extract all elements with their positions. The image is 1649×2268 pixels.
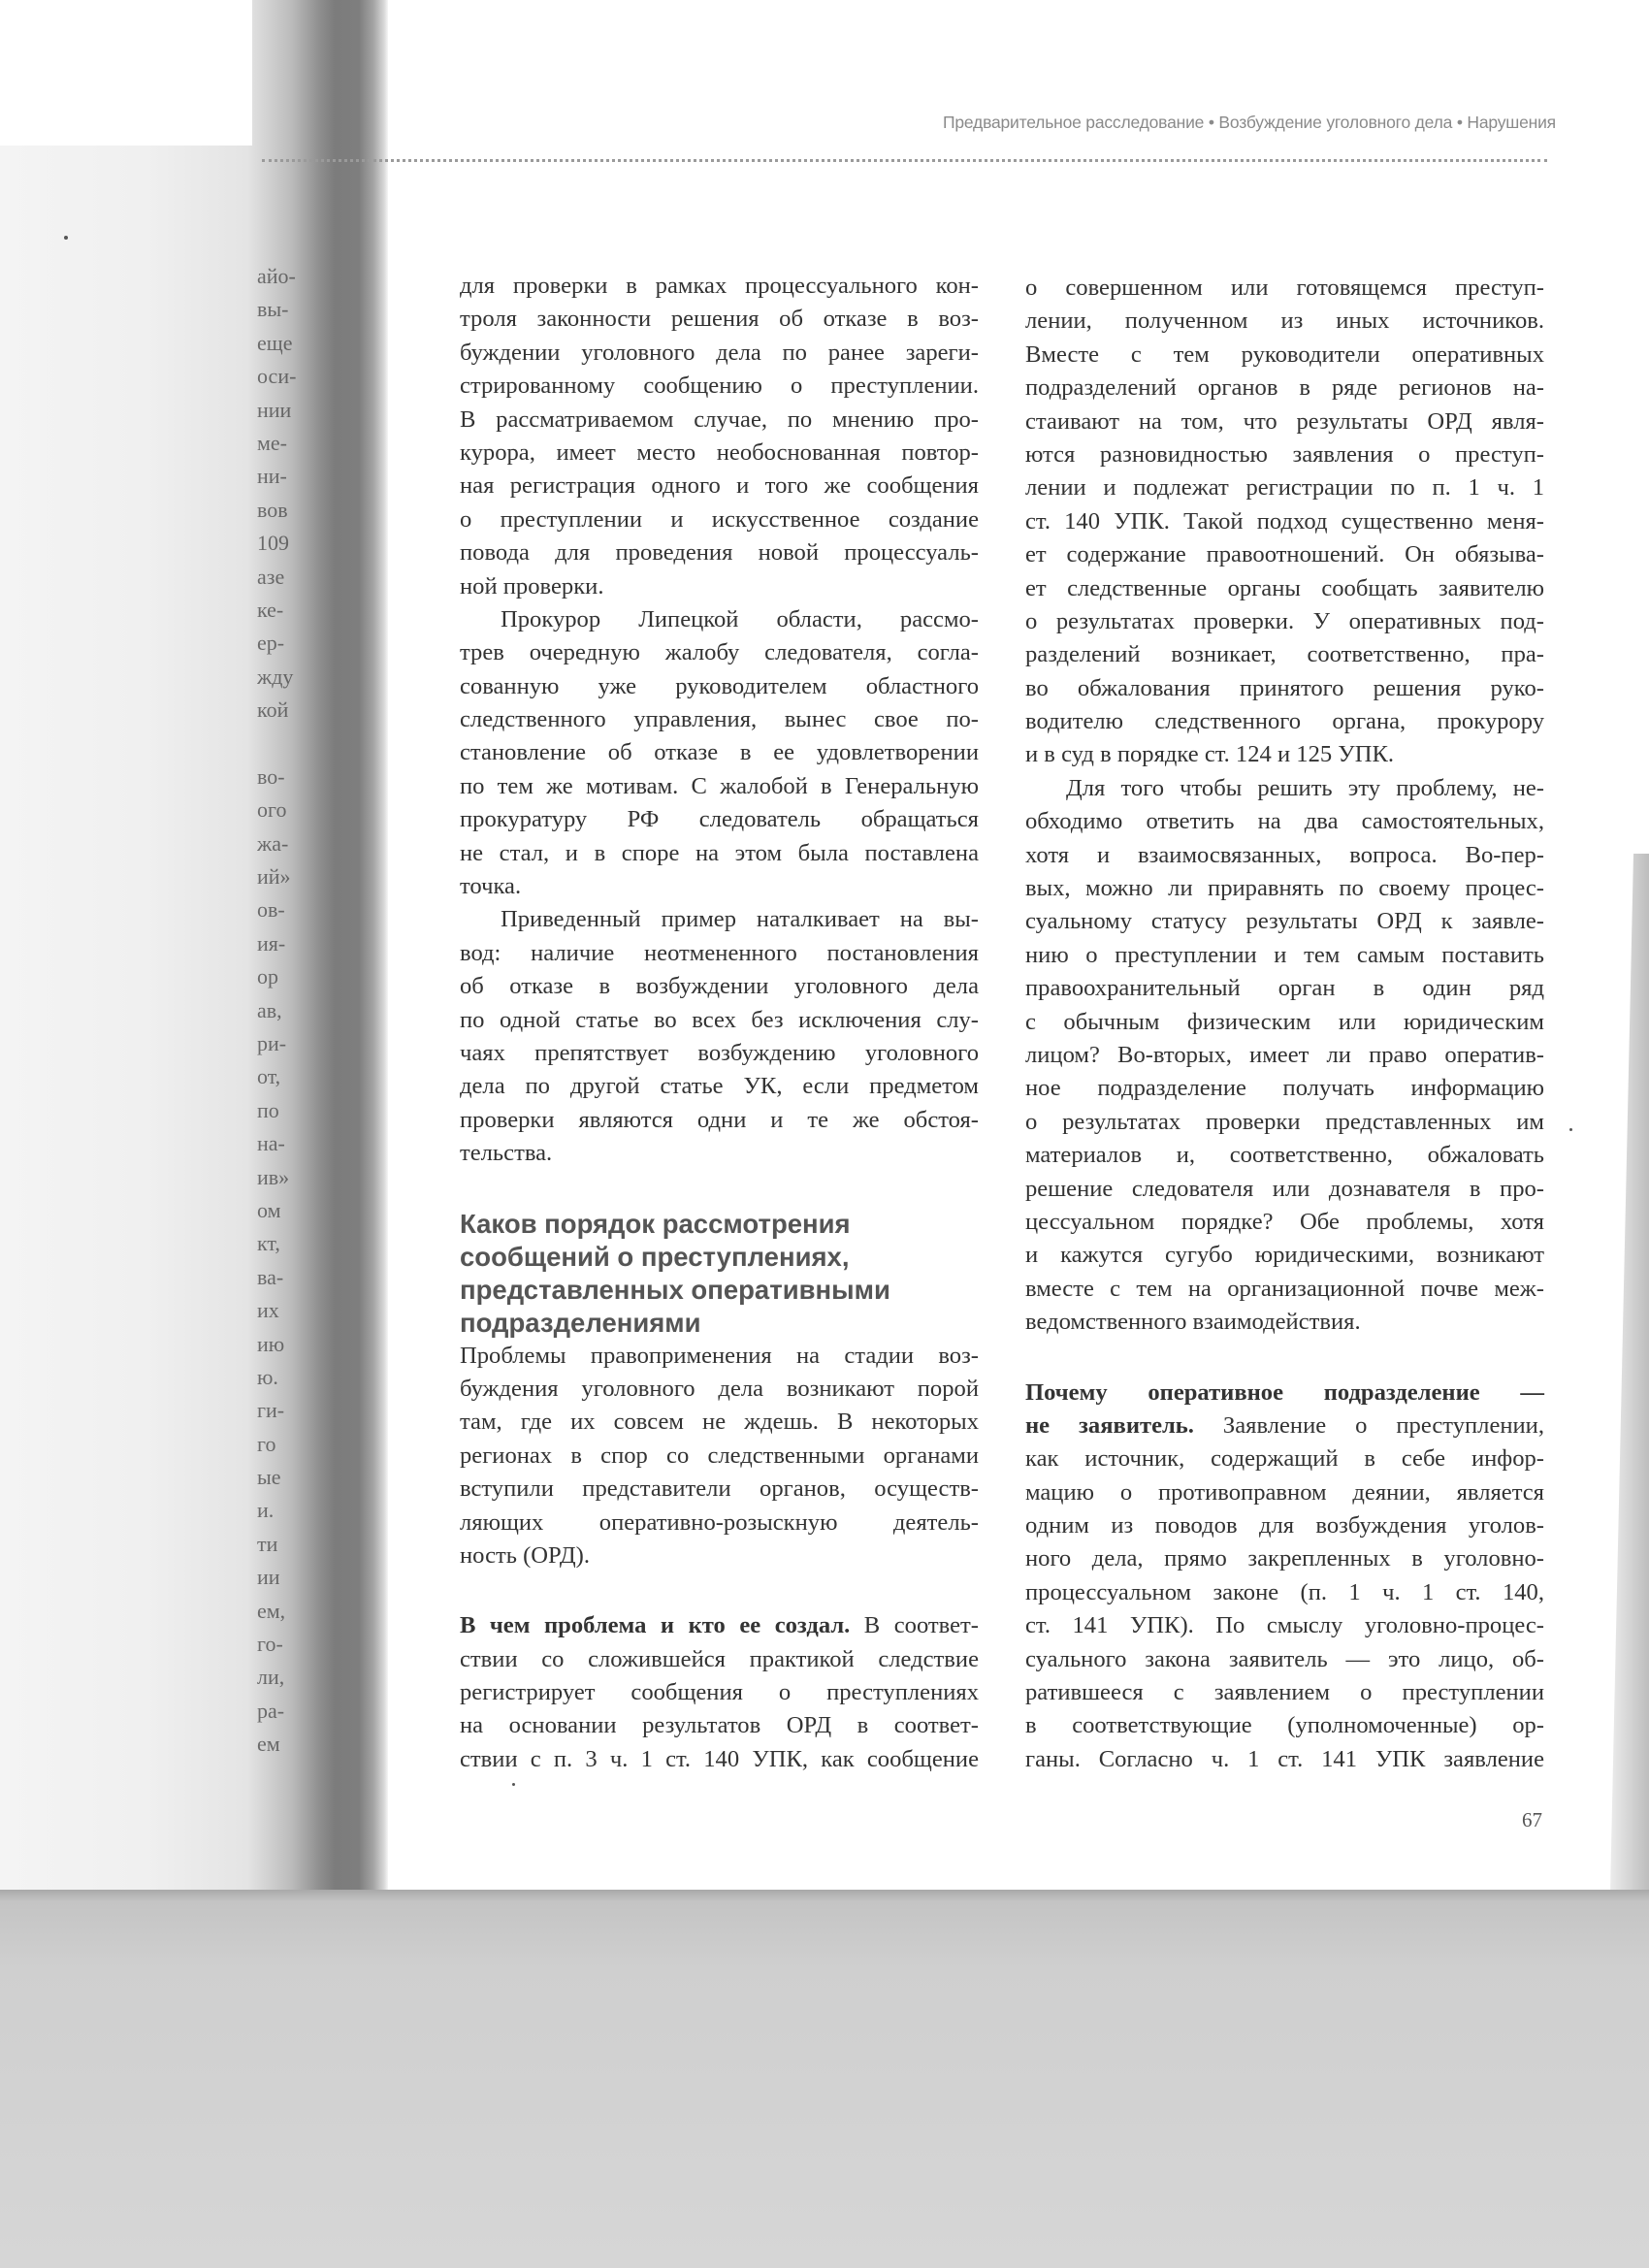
- gutter-fragment: ги-: [257, 1398, 285, 1423]
- text-line: ной проверки.: [460, 572, 604, 599]
- text-line: сованную уже руководителем областного: [460, 672, 979, 699]
- section-heading: [460, 1208, 979, 1340]
- text-line: вых, можно ли приравнять по своему процес-: [1025, 875, 1544, 902]
- gutter-fragment: ти: [257, 1531, 278, 1556]
- text-line: одним из поводов для возбуждения уголов-: [1025, 1512, 1544, 1539]
- gutter-fragment: вов: [257, 497, 288, 522]
- text-column-right: [1025, 272, 1544, 1776]
- text-line: Прокурор Липецкой области, рассмо-: [501, 605, 979, 632]
- text-line: стрированному сообщению о преступлении.: [460, 373, 979, 400]
- text-line: для проверки в рамках процессуального кон-: [460, 273, 979, 299]
- text-line: по одной статье во всех без исключения слу-: [460, 1006, 979, 1033]
- text-line: на основании результатов ОРД в соответ-: [460, 1712, 979, 1739]
- gutter-fragment: ни-: [257, 464, 287, 489]
- paragraph-two-questions: [1025, 772, 1544, 1340]
- text-line: хотя и взаимосвязанных, вопроса. Во-пер-: [1025, 841, 1544, 868]
- previous-page-edge: [0, 0, 388, 1892]
- gutter-fragment: ые: [257, 1465, 281, 1490]
- gutter-fragment: ии: [257, 1565, 280, 1590]
- text-line: о результатах проверки представленных им: [1025, 1108, 1544, 1135]
- gutter-fragment: ор: [257, 964, 278, 989]
- text-line: курора, имеет место необоснованная повтор-: [460, 438, 979, 466]
- gutter-fragment: ра-: [257, 1698, 285, 1723]
- scanner-bottom-band: [0, 1890, 1649, 2268]
- paragraph-conclusion: [460, 903, 979, 1170]
- gutter-fragment: ия-: [257, 930, 286, 956]
- text-line: регистрирует сообщения о преступлениях: [460, 1679, 979, 1706]
- text-line: стаивают на том, что результаты ОРД явля-: [1025, 407, 1544, 435]
- text-line: буждения уголовного дела возникают порой: [460, 1375, 979, 1402]
- text-line: Для того чтобы решить эту проблему, не-: [1066, 774, 1544, 801]
- gutter-fragment: нии: [257, 397, 292, 422]
- text-line: следственного управления, вынес свое по-: [460, 706, 979, 733]
- text-line: лении и подлежат регистрации по п. 1 ч. 1: [1025, 474, 1544, 502]
- text-line: ная регистрация одного и того же сообщения: [460, 472, 979, 500]
- gutter-fragment: ав,: [257, 997, 282, 1022]
- text-line: не стал, и в споре на этом была поставлена: [460, 839, 979, 866]
- text-line: ет следственные органы сообщать заявителю: [1025, 574, 1544, 601]
- previous-page-text-fragments: [257, 260, 315, 1762]
- text-line: материалов и, соответственно, обжаловать: [1025, 1142, 1544, 1169]
- text-line: ганы. Согласно ч. 1 ст. 141 УПК заявление: [1025, 1745, 1544, 1772]
- gutter-fragment: кт,: [257, 1231, 280, 1256]
- gutter-fragment: ли,: [257, 1665, 285, 1690]
- running-header: Предварительное расследование • Возбуждение уголовного дела • Нарушения: [943, 113, 1556, 132]
- gutter-fragment: ов-: [257, 897, 285, 923]
- text-line: повода для проведения новой процессуаль-: [460, 539, 979, 567]
- gutter-fragment: и.: [257, 1498, 275, 1523]
- heading-line: сообщений о преступлениях,: [460, 1241, 850, 1272]
- text-line: становление об отказе в ее удовлетворении: [460, 739, 979, 766]
- text-line: ются разновидностью заявления о преступ-: [1025, 440, 1544, 468]
- text-line: ведомственного взаимодействия.: [1025, 1309, 1361, 1336]
- text-line: суального закона заявитель — это лицо, об-: [1025, 1645, 1544, 1672]
- paragraph-lipetsk-prosecutor: [460, 603, 979, 904]
- gutter-fragment: жду: [257, 664, 294, 689]
- text-line: проверки являются одни и те же обстоя-: [460, 1106, 979, 1133]
- gutter-fragment: ри-: [257, 1030, 287, 1055]
- gutter-fragment: их: [257, 1298, 279, 1323]
- text-line: о преступлении и искусственное создание: [460, 505, 979, 533]
- text-line: там, где их совсем не ждешь. В некоторых: [460, 1409, 979, 1436]
- gutter-fragment: во-: [257, 763, 285, 789]
- gutter-fragment: ме-: [257, 430, 288, 455]
- text-line: ного дела, прямо закрепленных в уголовно-: [1025, 1545, 1544, 1572]
- gutter-fragment: ем: [257, 1732, 280, 1757]
- text-line: процессуальном законе (п. 1 ч. 1 ст. 140,: [1025, 1578, 1544, 1605]
- lead-in-bold: В чем проблема и кто ее создал.: [460, 1612, 851, 1639]
- text-line: цессуальном порядке? Обе проблемы, хотя: [1025, 1208, 1544, 1235]
- text-line: прокуратуру РФ следователь обращаться: [460, 806, 979, 833]
- paragraph-problem-origin: [460, 1609, 979, 1776]
- text-line: как источник, содержащий в себе инфор-: [1025, 1445, 1544, 1473]
- text-line: В рассматриваемом случае, по мнению про-: [460, 405, 979, 433]
- text-line: точка.: [460, 873, 522, 900]
- text-line: об отказе в возбуждении уголовного дела: [460, 973, 979, 1000]
- text-line: В чем проблема и кто ее создал. В соответ-: [460, 1612, 979, 1639]
- gutter-fragment: кой: [257, 697, 289, 723]
- text-line: [1025, 1377, 1544, 1409]
- gutter-fragment: го-: [257, 1632, 283, 1657]
- text-line: Вместе с тем руководители оперативных: [1025, 340, 1544, 368]
- text-line: по тем же мотивам. С жалобой в Генеральную: [460, 772, 979, 799]
- text-line: подразделений органов в ряде регионов на-: [1025, 374, 1544, 402]
- scan-speck: [64, 236, 68, 240]
- text-line: чаях препятствует возбуждению уголовного: [460, 1039, 979, 1066]
- page-number: 67: [1522, 1808, 1542, 1831]
- text-line: водителю следственного органа, прокурору: [1025, 708, 1544, 735]
- text-line: обходимо ответить на два самостоятельных,: [1025, 808, 1544, 835]
- text-line: дела по другой статье УК, если предметом: [460, 1073, 979, 1100]
- gutter-fragment: ом: [257, 1197, 281, 1222]
- text-line: ратившееся с заявлением о преступлении: [1025, 1679, 1544, 1706]
- text-line: решение следователя или дознавателя в про-: [1025, 1175, 1544, 1202]
- text-line: ствии со сложившейся практикой следствие: [460, 1645, 979, 1672]
- header-dotted-rule: [262, 159, 1547, 162]
- gutter-fragment: ию: [257, 1331, 285, 1356]
- text-line: Приведенный пример наталкивает на вы-: [501, 906, 979, 933]
- gutter-fragment: от,: [257, 1064, 281, 1089]
- scan-speck: [1569, 1128, 1572, 1131]
- text-line: ет содержание правоотношений. Он обязыва-: [1025, 541, 1544, 568]
- text-line: правоохранительный орган в один ряд: [1025, 975, 1544, 1002]
- gutter-fragment: вы-: [257, 297, 289, 322]
- text-line: лении, полученном из иных источников.: [1025, 308, 1544, 335]
- gutter-fragment: ю.: [257, 1364, 278, 1389]
- paragraph-procedural-control: [460, 270, 979, 603]
- gutter-fragment: го: [257, 1431, 276, 1456]
- text-line: вместе с тем на организационной почве меж-: [1025, 1275, 1544, 1302]
- gutter-fragment: ем,: [257, 1598, 286, 1623]
- paragraph-law-enforcement-problems: [460, 1340, 979, 1573]
- text-line: Проблемы правоприменения на стадии воз-: [460, 1342, 979, 1369]
- gutter-fragment: на-: [257, 1131, 285, 1156]
- text-line: и кажутся сугубо юридическими, возникают: [1025, 1242, 1544, 1269]
- text-line: разделений возникает, соответственно, пра-: [1025, 641, 1544, 668]
- text-line: ст. 140 УПК. Такой подход существенно меня-: [1025, 507, 1544, 535]
- text-line: ст. 141 УПК). По смыслу уголовно-процес-: [1025, 1612, 1544, 1639]
- gutter-fragment: ва-: [257, 1264, 284, 1289]
- lead-in-bold: не заявитель.: [1025, 1411, 1194, 1439]
- text-line: нию о преступлении и тем самым поставить: [1025, 941, 1544, 968]
- text-line: с обычным физическим или юридическим: [1025, 1008, 1544, 1035]
- text-line: вступили представители органов, осуществ-: [460, 1475, 979, 1503]
- gutter-fragment: ого: [257, 797, 287, 823]
- text-column-left: [460, 270, 979, 1776]
- paragraph-operative-units-position: [1025, 272, 1544, 772]
- heading-line: Каков порядок рассмотрения: [460, 1208, 851, 1239]
- text-line: суальному статусу результаты ОРД к заявле-: [1025, 908, 1544, 935]
- text-line: трев очередную жалобу следователя, согла-: [460, 639, 979, 666]
- text-line: регионах в спор со следственными органами: [460, 1442, 979, 1469]
- paragraph-not-applicant: [1025, 1377, 1544, 1777]
- gutter-fragment: еще: [257, 330, 293, 355]
- text-line: ность (ОРД).: [460, 1541, 590, 1569]
- gutter-fragment: ер-: [257, 631, 285, 656]
- heading-line: подразделениями: [460, 1307, 701, 1338]
- text-line: троля законности решения об отказе в воз-: [460, 306, 979, 333]
- text-line: мацию о противоправном деянии, является: [1025, 1478, 1544, 1506]
- text-line: о совершенном или готовящемся преступ-: [1025, 275, 1544, 301]
- gutter-fragment: айо-: [257, 264, 296, 288]
- text-line: и в суд в порядке ст. 124 и 125 УПК.: [1025, 741, 1395, 768]
- text-line: буждении уголовного дела по ранее зареги-: [460, 339, 979, 366]
- text-line: лицом? Во-вторых, имеет ли право оператив-: [1025, 1041, 1544, 1068]
- text-line: в соответствующие (уполномоченные) ор-: [1025, 1712, 1544, 1739]
- gutter-fragment: оси-: [257, 364, 297, 389]
- heading-line: представленных оперативными: [460, 1274, 890, 1305]
- text-line: во обжалования принятого решения руко-: [1025, 674, 1544, 701]
- text-line: ное подразделение получать информацию: [1025, 1075, 1544, 1102]
- text-line: ствии с п. 3 ч. 1 ст. 140 УПК, как сообщение: [460, 1745, 979, 1772]
- gutter-fragment: [257, 727, 315, 760]
- gutter-fragment: азе: [257, 564, 285, 589]
- gutter-fragment: жа-: [257, 830, 289, 856]
- text-line: о результатах проверки. У оперативных под-: [1025, 607, 1544, 634]
- gutter-fragment: 109: [257, 531, 289, 556]
- text-line: вод: наличие неотмененного постановления: [460, 939, 979, 966]
- gutter-fragment: ив»: [257, 1164, 290, 1189]
- text-line: тельства.: [460, 1140, 553, 1167]
- text-line: ляющих оперативно-розыскную деятель-: [460, 1508, 979, 1536]
- top-margin: [0, 0, 252, 146]
- text-line: не заявитель. Заявление о преступлении,: [1025, 1411, 1544, 1439]
- gutter-fragment: по: [257, 1097, 279, 1122]
- scan-speck: [512, 1783, 515, 1786]
- gutter-fragment: ий»: [257, 864, 291, 890]
- gutter-fragment: ке-: [257, 597, 284, 622]
- lead-in-bold: Почему оперативное подразделение —: [1025, 1378, 1544, 1406]
